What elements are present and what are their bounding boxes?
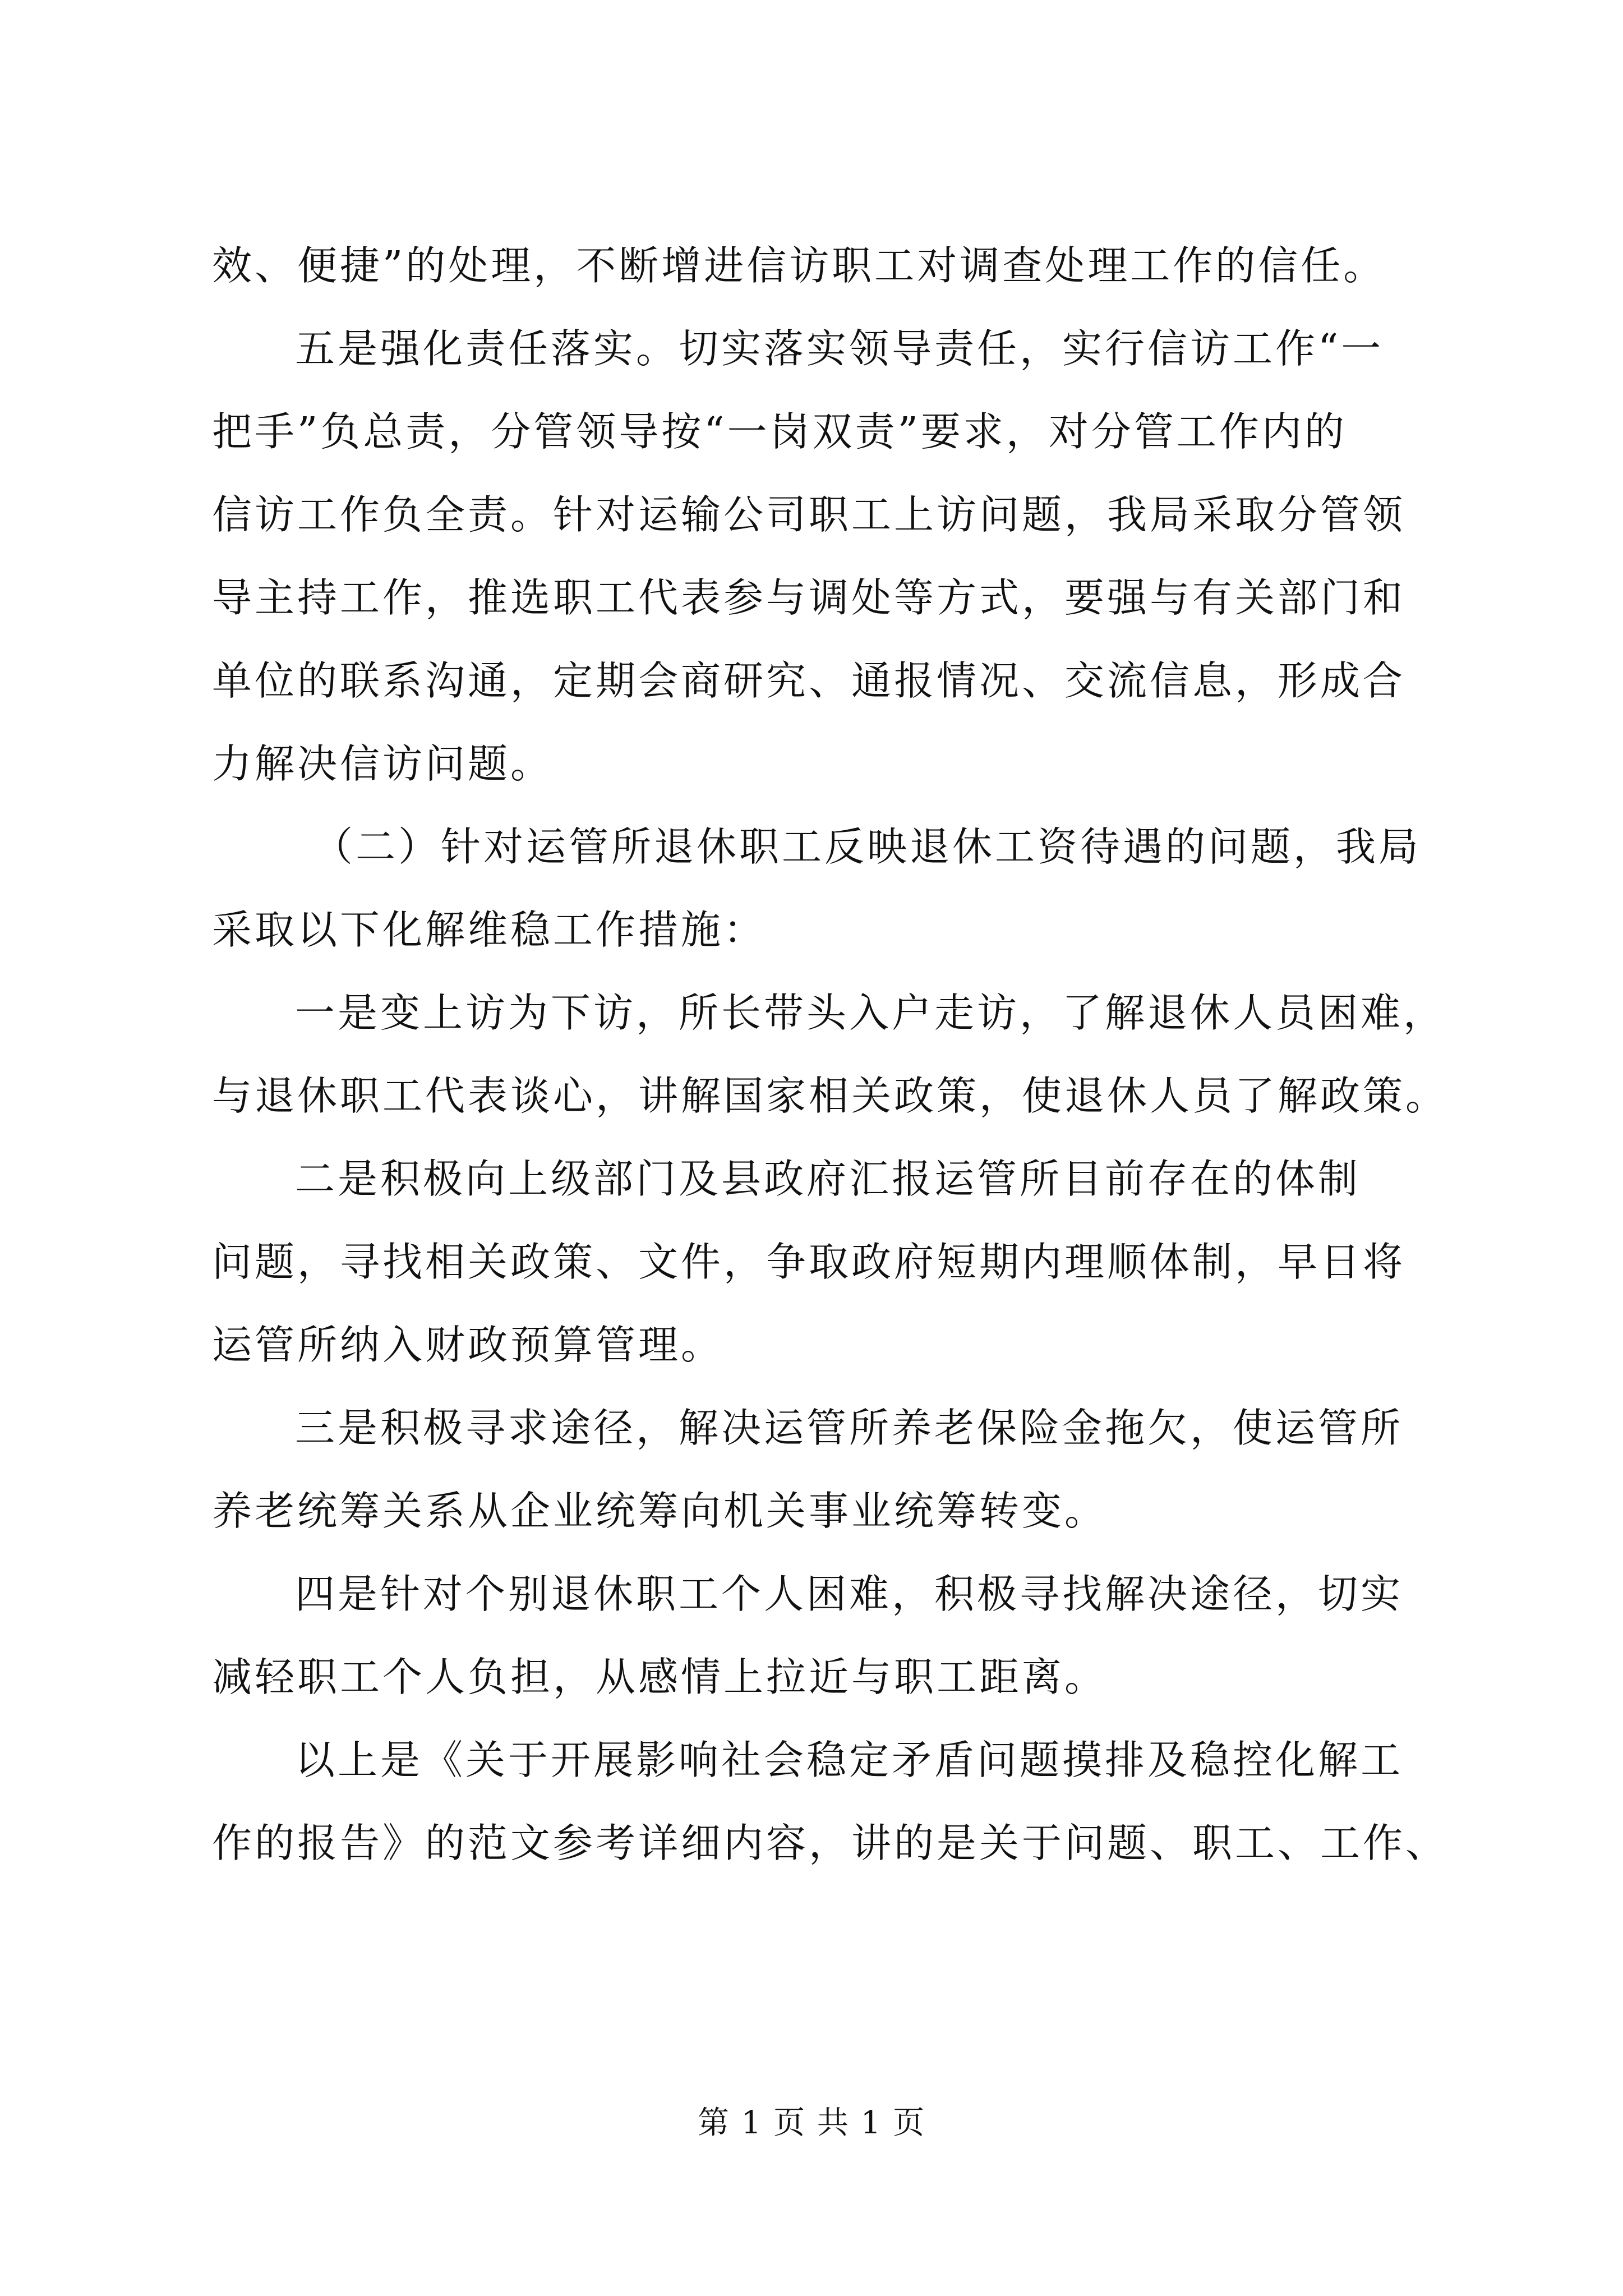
text-line: 作的报告》的范文参考详细内容，讲的是关于问题、职工、工作、	[212, 1820, 1449, 1866]
text-line: （二）针对运管所退休职工反映退休工资待遇的问题，我局	[313, 823, 1422, 870]
text-line: 问题，寻找相关政策、文件，争取政府短期内理顺体制，早日将	[212, 1239, 1406, 1285]
text-line: 三是积极寻求途径，解决运管所养老保险金拖欠，使运管所	[295, 1405, 1404, 1451]
page-footer	[0, 2104, 1623, 2143]
text-line: 力解决信访问题。	[212, 740, 554, 787]
text-line: 采取以下化解维稳工作措施：	[212, 907, 767, 953]
text-line: 五是强化责任落实。切实落实领导责任，实行信访工作“一	[295, 325, 1384, 372]
text-line: 养老统筹关系从企业统筹向机关事业统筹转变。	[212, 1488, 1108, 1534]
document-body	[212, 224, 1449, 1885]
text-line: 减轻职工个人负担，从感情上拉近与职工距离。	[212, 1654, 1108, 1700]
text-line: 二是积极向上级部门及县政府汇报运管所目前存在的体制	[295, 1156, 1361, 1202]
text-line: 运管所纳入财政预算管理。	[212, 1322, 724, 1368]
text-line: 把手”负总责，分管领导按“一岗双责”要求，对分管工作内的	[212, 408, 1347, 455]
text-line: 效、便捷”的处理，不断增进信访职工对调查处理工作的信任。	[212, 242, 1386, 289]
text-line: 信访工作负全责。针对运输公司职工上访问题，我局采取分管领	[212, 491, 1406, 538]
text-line: 一是变上访为下访，所长带头入户走访，了解退休人员困难，	[295, 990, 1446, 1036]
text-line: 以上是《关于开展影响社会稳定矛盾问题摸排及稳控化解工	[295, 1737, 1404, 1783]
text-line: 导主持工作，推选职工代表参与调处等方式，要强与有关部门和	[212, 574, 1406, 621]
text-line: 四是针对个别退休职工个人困难，积极寻找解决途径，切实	[295, 1571, 1404, 1617]
text-line: 与退休职工代表谈心，讲解国家相关政策，使退休人员了解政策。	[212, 1073, 1449, 1119]
page-number-label: 第 1 页 共 1 页	[697, 2105, 926, 2141]
text-line: 单位的联系沟通，定期会商研究、通报情况、交流信息，形成合	[212, 657, 1406, 704]
